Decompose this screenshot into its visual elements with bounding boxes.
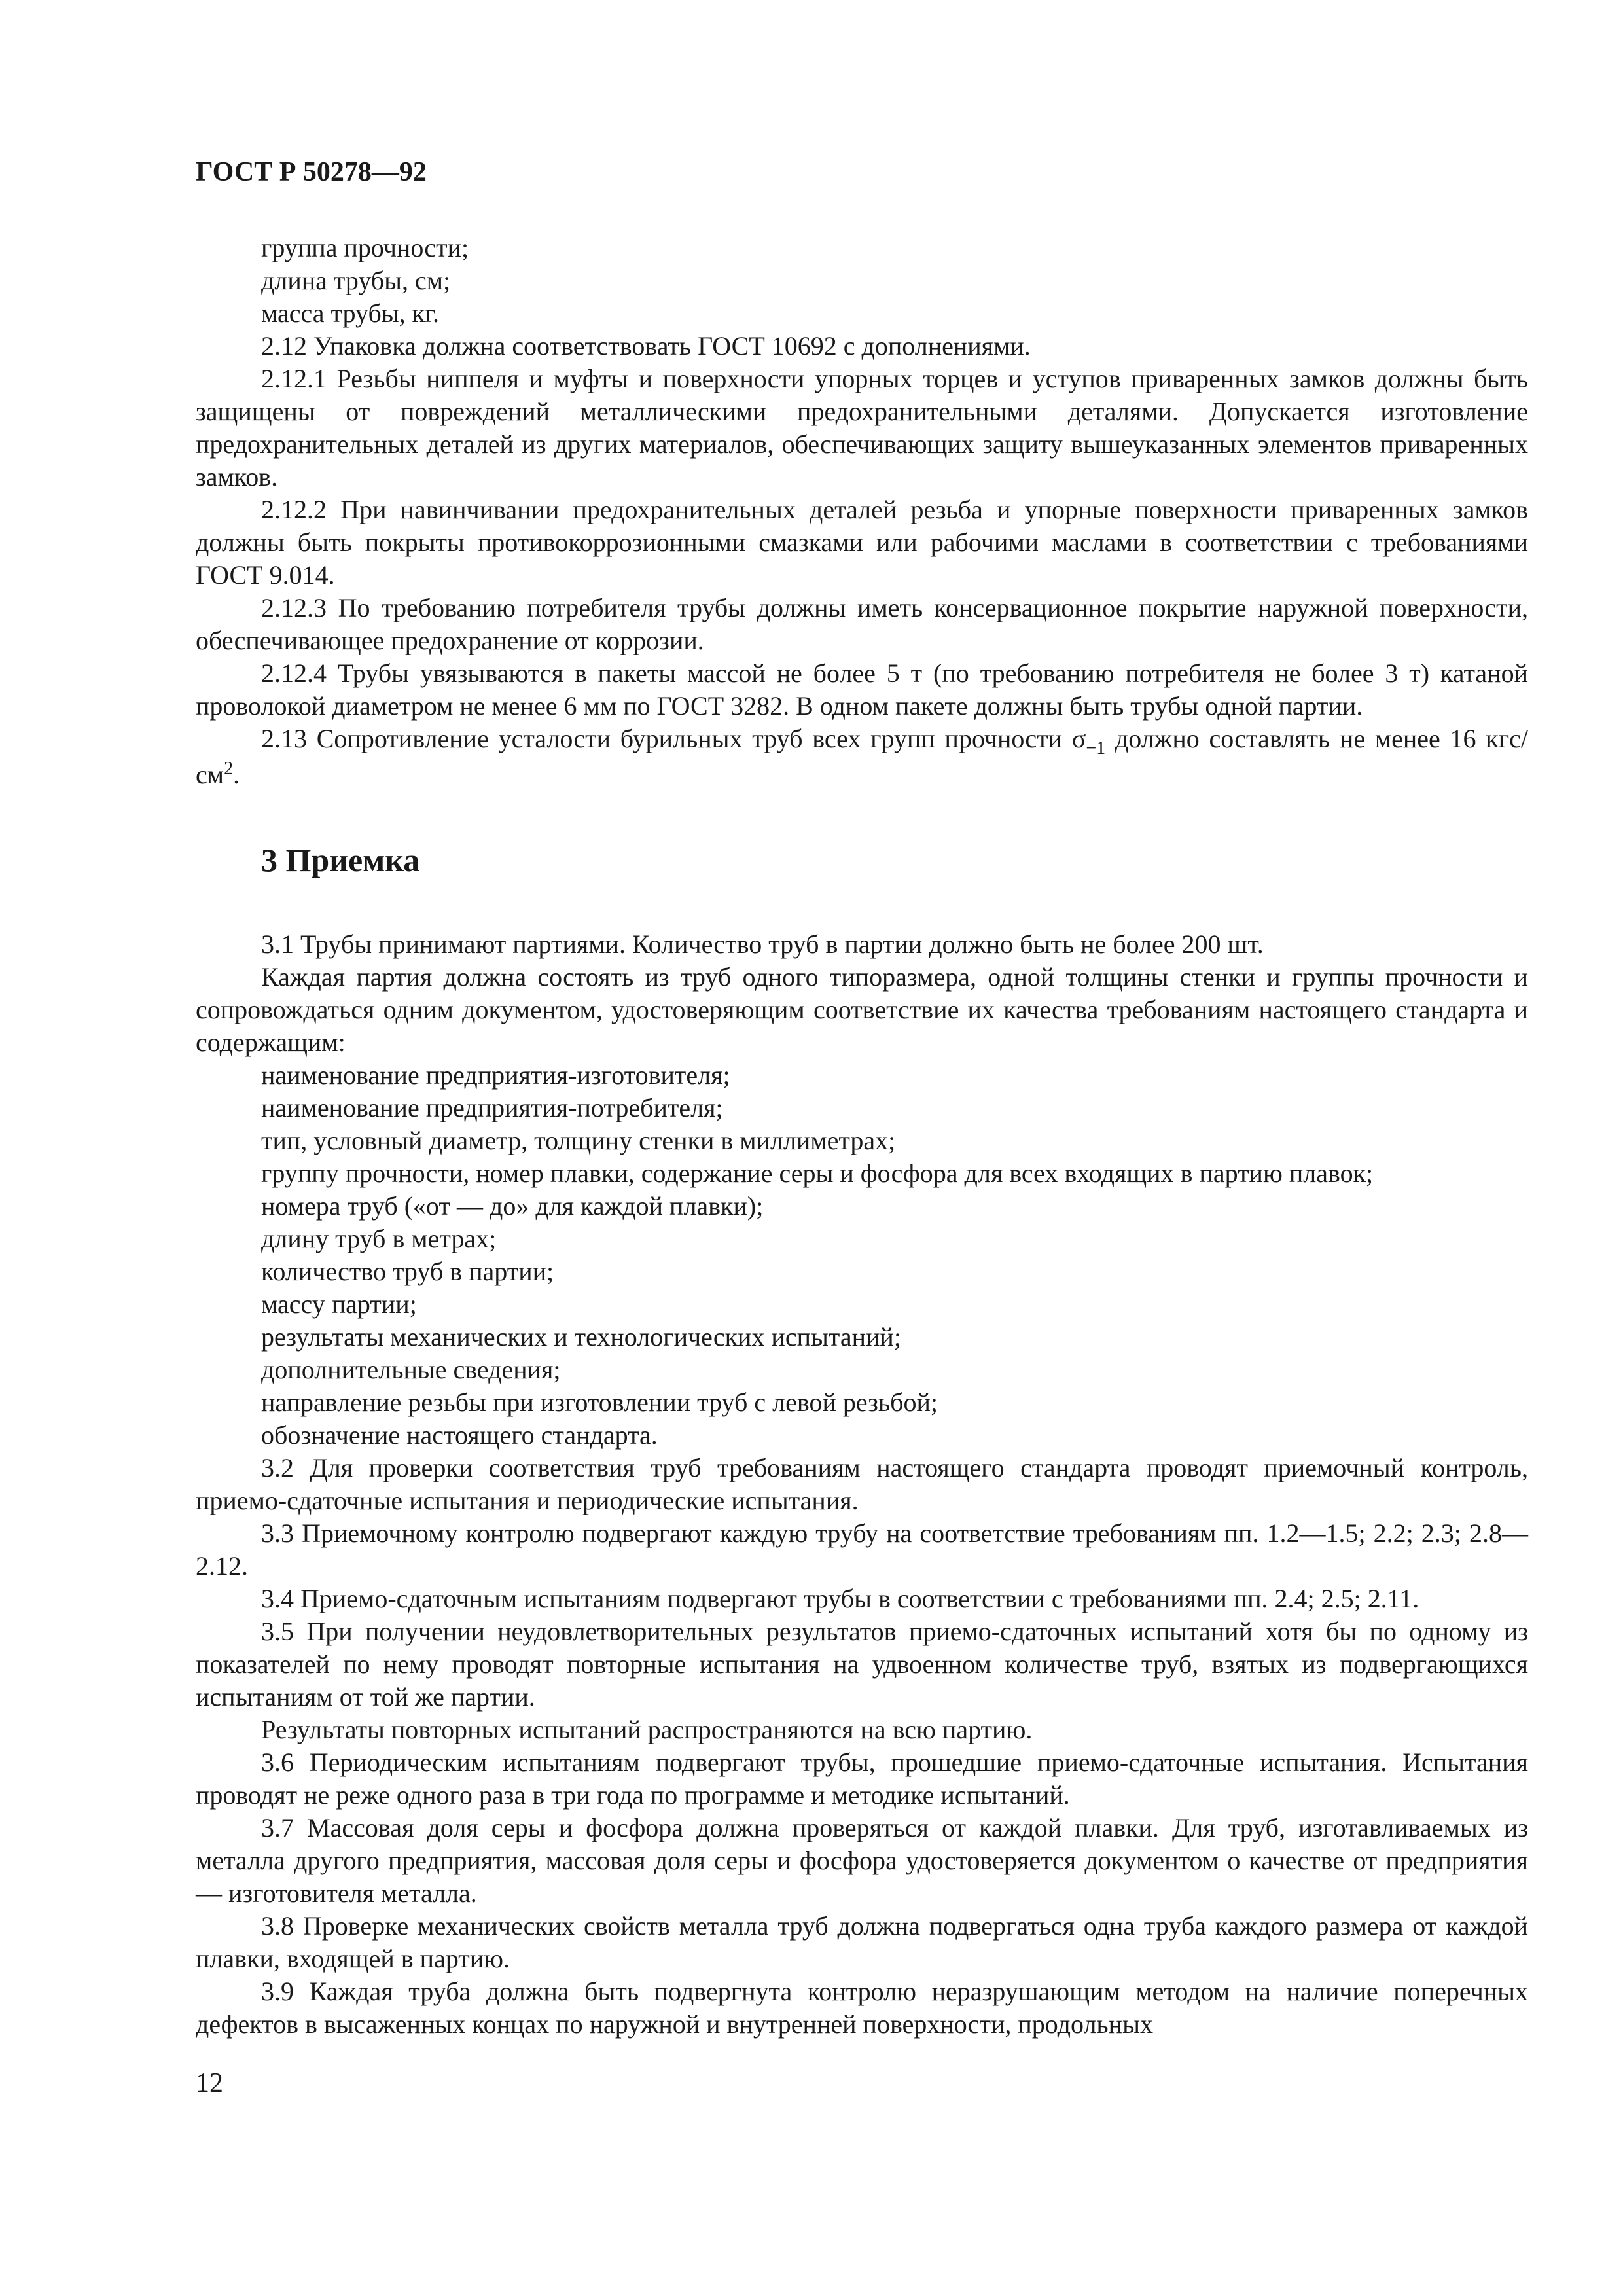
- list-item: количество труб в партии;: [261, 1257, 554, 1286]
- paragraph: масса трубы, кг.: [261, 298, 440, 328]
- document-body: [196, 232, 1528, 2041]
- paragraph: 3.9 Каждая труба должна быть подвергнута контролю неразрушающим методом на наличие поперечных дефектов в высаженных концах по наружной и внутренней поверхности, продольных: [196, 1977, 1528, 2039]
- section-heading: 3 Приемка: [261, 842, 420, 878]
- paragraph: 3.6 Периодическим испытаниям подвергают трубы, прошедшие приемо-сдаточные испытания. Испытания проводят не реже одного раза в три года по программе и методике испытаний.: [196, 1748, 1528, 1810]
- paragraph: 2.12.3 По требованию потребителя трубы должны иметь консервационное покрытие наружной поверхности, обеспечивающее предохранение от коррозии.: [196, 593, 1528, 655]
- list-item: наименование предприятия-изготовителя;: [261, 1060, 730, 1090]
- paragraph: Каждая партия должна состоять из труб одного типоразмера, одной толщины стенки и группы прочности и сопровождаться одним документом, удостоверяющим соответствие их качества требованиям настоящего стандарта и содержащим:: [196, 962, 1528, 1057]
- paragraph: группа прочности;: [261, 233, 469, 262]
- paragraph: 3.1 Трубы принимают партиями. Количество труб в партии должно быть не более 200 шт.: [261, 929, 1264, 959]
- list-item: группу прочности, номер плавки, содержание серы и фосфора для всех входящих в партию плавок;: [261, 1158, 1374, 1188]
- page-number: 12: [196, 2068, 223, 2098]
- list-item: длину труб в метрах;: [261, 1224, 497, 1253]
- list-item: обозначение настоящего стандарта.: [261, 1420, 658, 1450]
- list-item: дополнительные сведения;: [261, 1355, 561, 1384]
- page-header-title: ГОСТ Р 50278—92: [196, 157, 427, 187]
- paragraph: 2.12 Упаковка должна соответствовать ГОСТ 10692 с дополнениями.: [261, 331, 1031, 361]
- paragraph: Результаты повторных испытаний распространяются на всю партию.: [261, 1715, 1033, 1744]
- paragraph: 3.3 Приемочному контролю подвергают каждую трубу на соответствие требованиям пп. 1.2—1.5; 2.2; 2.3; 2.8—2.12.: [196, 1518, 1528, 1581]
- paragraph: 2.12.2 При навинчивании предохранительных деталей резьба и упорные поверхности приваренных замков должны быть покрыты противокоррозионными смазками или рабочими маслами в соответствии с требованиями ГОСТ 9.014.: [196, 495, 1528, 590]
- paragraph: 3.8 Проверке механических свойств металла труб должна подвергаться одна труба каждого размера от каждой плавки, входящей в партию.: [196, 1911, 1528, 1973]
- list-item: результаты механических и технологических испытаний;: [261, 1322, 901, 1352]
- paragraph-text: .: [233, 760, 240, 789]
- paragraph-text: 2.13 Сопротивление усталости бурильных труб всех групп прочности σ: [261, 724, 1086, 753]
- paragraph: 3.7 Массовая доля серы и фосфора должна проверяться от каждой плавки. Для труб, изготавливаемых из металла другого предприятия, массовая доля серы и фосфора удостоверяется документом о качестве от предприятия — изготовителя металла.: [196, 1813, 1528, 1908]
- paragraph: длина трубы, см;: [261, 266, 451, 295]
- paragraph: 2.12.4 Трубы увязываются в пакеты массой не более 5 т (по требованию потребителя не более 3 т) катаной проволокой диаметром не менее 6 мм по ГОСТ 3282. В одном пакете должны быть трубы одной партии.: [196, 658, 1528, 721]
- list-item: тип, условный диаметр, толщину стенки в миллиметрах;: [261, 1126, 896, 1155]
- list-item: наименование предприятия-потребителя;: [261, 1093, 723, 1122]
- paragraph: 2.12.1 Резьбы ниппеля и муфты и поверхности упорных торцев и уступов приваренных замков должны быть защищены от повреждений металлическими предохранительными деталями. Допускается изготовление предохранительных деталей из других материалов, обеспечивающих защиту вышеуказанных элементов приваренных замков.: [196, 364, 1528, 492]
- subscript: −1: [1086, 738, 1106, 759]
- paragraph-text: должно составлять не менее 16 кгс/см: [196, 724, 1529, 789]
- paragraph: 3.4 Приемо-сдаточным испытаниям подвергают трубы в соответствии с требованиями пп. 2.4; 2.5; 2.11.: [261, 1584, 1419, 1613]
- list-item: номера труб («от — до» для каждой плавки);: [261, 1191, 764, 1221]
- paragraph: 3.5 При получении неудовлетворительных результатов приемо-сдаточных испытаний хотя бы по одному из показателей по нему проводят повторные испытания на удвоенном количестве труб, взятых из подвергающихся испытаниям от той же партии.: [196, 1617, 1528, 1712]
- list-item: направление резьбы при изготовлении труб с левой резьбой;: [261, 1388, 938, 1417]
- paragraph: 3.2 Для проверки соответствия труб требованиям настоящего стандарта проводят приемочный контроль, приемо-сдаточные испытания и периодические испытания.: [196, 1453, 1528, 1515]
- list-item: массу партии;: [261, 1289, 417, 1319]
- paragraph: [196, 723, 1528, 795]
- superscript: 2: [224, 759, 234, 779]
